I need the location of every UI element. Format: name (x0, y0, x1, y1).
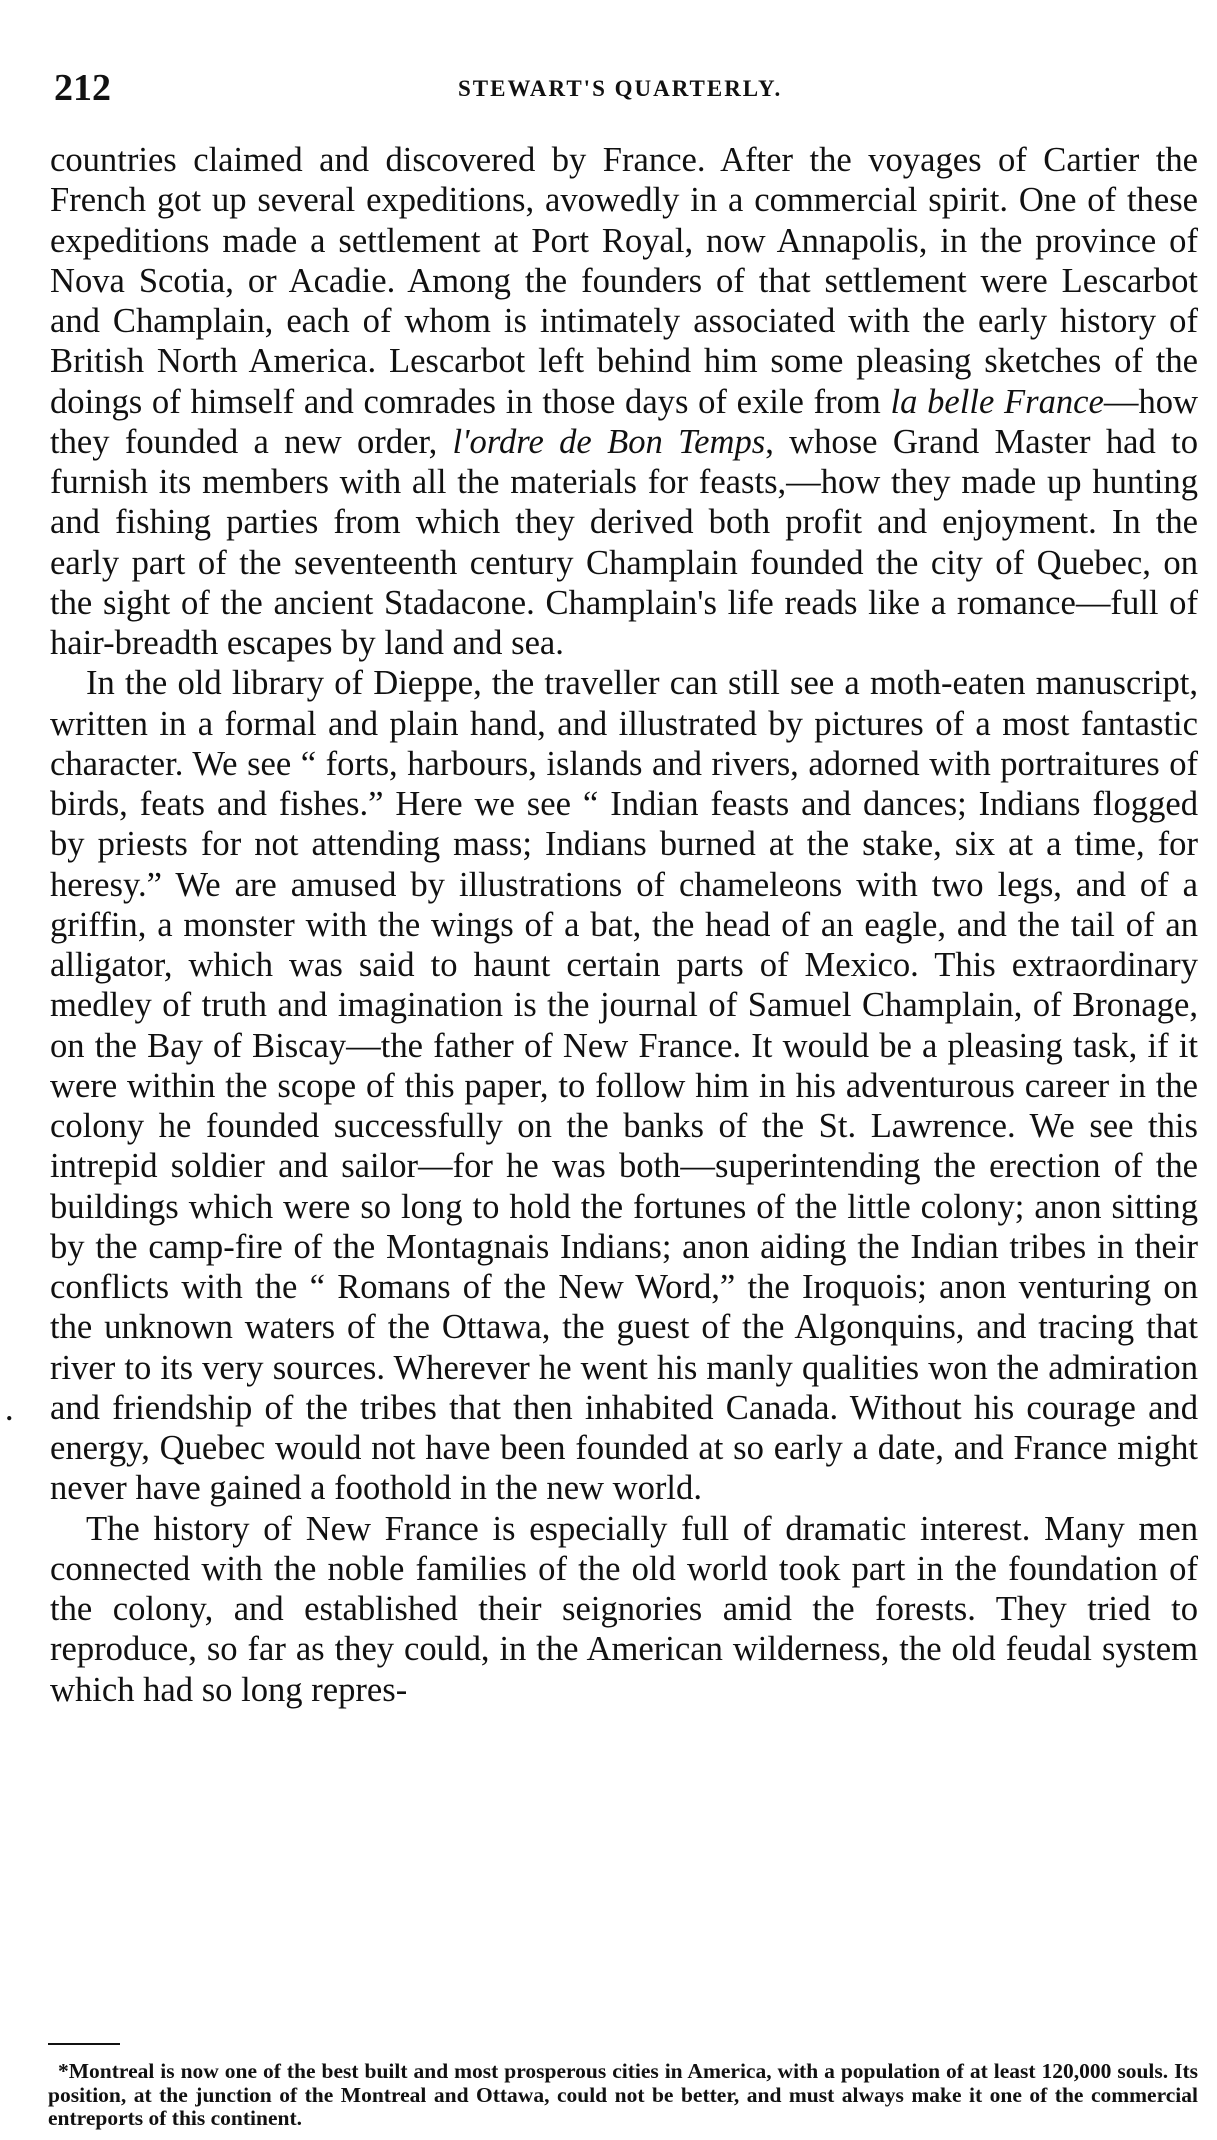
italic-phrase-la-belle-france: la belle France (890, 382, 1104, 421)
footnote-divider (48, 2043, 120, 2045)
paragraph-2: In the old library of Dieppe, the traveller can still see a moth-eaten manuscript, written in a formal and plain hand, and illustrated by pictures of a most fantastic character. We see “ forts, harbours, islands and rivers, adorned with portraitures of birds, feats and fishes.” Here we see “ Indian feasts and dances; Indians flogged by priests for not attending mass; Indians burned at the stake, six at a time, for heresy.” We are amused by illustrations of chameleons with two legs, and of a griffin, a monster with the wings of a bat, the head of an eagle, and the tail of an alligator, which was said to haunt certain parts of Mexico. This extraordinary medley of truth and imagination is the journal of Samuel Champlain, of Bronage, on the Bay of Biscay—the father of New France. It would be a pleasing task, if it were within the scope of this paper, to follow him in his adventurous career in the colony he founded successfully on the banks of the St. Lawrence. We see this intrepid soldier and sailor—for he was both—superintending the erection of the buildings which were so long to hold the fortunes of the little colony; anon sitting by the camp-fire of the Montagnais Indians; anon aiding the Indian tribes in their conflicts with the “ Romans of the New Word,” the Iroquois; anon venturing on the unknown waters of the Ottawa, the guest of the Algonquins, and tracing that river to its very sources. Wherever he went his manly qualities won the admiration and friendship of the tribes that then inhabited Canada. Without his courage and energy, Quebec would not have been founded at so early a date, and France might never have gained a foothold in the new world. (50, 664, 1198, 1508)
page-number: 212 (54, 67, 111, 109)
footnote-text: *Montreal is now one of the best built and most prosperous cities in America, with a population of at least 120,000 souls. Its position, at the junction of the Montreal and Ottawa, could not be better, and must always make it one of the commercial entreports of this continent. (48, 2059, 1198, 2130)
paragraph-1-text-c: , whose Grand Master had to furnish its members with all the materials for feasts,—how they made up hunting and fishing parties from which they derived both profit and enjoyment. In the early part of the seventeenth century Champlain founded the city of Quebec, on the sight of the ancient Stadacone. Champlain's life reads like a romance—full of hair-breadth escapes by land and sea. (50, 422, 1198, 662)
italic-phrase-ordre-de-bon-temps: l'ordre de Bon Temps (452, 422, 766, 461)
margin-mark: . (6, 1397, 13, 1426)
article-body (50, 140, 1198, 1710)
paragraph-3: The history of New France is especially full of dramatic interest. Many men connected with the noble families of the old world took part in the foundation of the colony, and established their seignories amid the forests. They tried to reproduce, so far as they could, in the American wilderness, the old feudal system which had so long repres- (50, 1509, 1198, 1709)
paragraph-1 (50, 140, 1198, 663)
paragraph-1-text-a: countries claimed and discovered by France. After the voyages of Cartier the French got up several expeditions, avowedly in a commercial spirit. One of these expeditions made a settlement at Port Royal, now Annapolis, in the province of Nova Scotia, or Acadie. Among the founders of that settlement were Lescarbot and Champlain, each of whom is intimately associated with the early history of British North America. Lescarbot left behind him some pleasing sketches of the doings of himself and comrades in those days of exile from (50, 141, 1198, 421)
journal-title: STEWART'S QUARTERLY. (458, 76, 783, 101)
paragraph-1-text-b: —how they founded a new order, (50, 382, 1198, 461)
page-content (48, 60, 1198, 2130)
footnote (48, 2060, 1198, 2131)
running-head (48, 60, 1198, 112)
